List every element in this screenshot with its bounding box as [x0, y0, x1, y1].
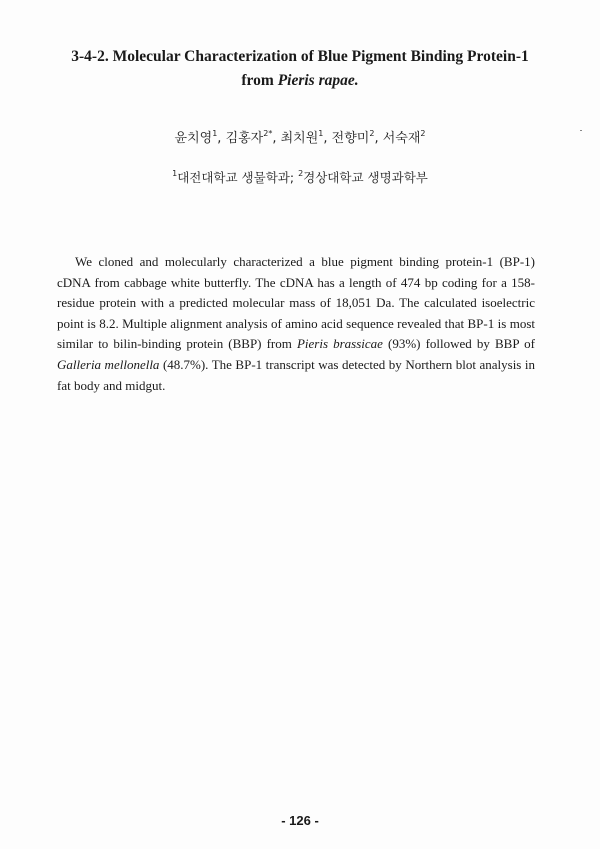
author: 전향미$^2$: [331, 128, 375, 146]
paper-title: 3-4-2. Molecular Characterization of Blue Pigment Binding Protein-1: [71, 48, 529, 65]
author: 윤치영$^1$: [174, 128, 218, 146]
author-list: 윤치영$^1$, 김홍자$^{2*}$, 최치원$^1$, 전향미$^2$, 서숙재$^2$: [174, 128, 426, 146]
title-prefix: from: [241, 72, 278, 89]
author: 김홍자$^{2*}$: [225, 128, 273, 146]
species-name: Galleria mellonella: [57, 356, 160, 372]
affiliation: $^1$대전대학교 생물학과;: [172, 168, 295, 185]
paper-title-line2: [60, 69, 540, 93]
affiliations: [60, 169, 540, 187]
page-number: - 126 -: [281, 813, 319, 828]
affiliation: $^2$경상대학교 생명과학부: [298, 168, 428, 185]
scan-speck: [580, 130, 582, 131]
abstract-paragraph: We cloned and molecularly characterized a blue pigment binding protein-1 (BP-1) cDNA from cabbage white butterfly. The cDNA has a length of 474 bp coding for a 158-residue protein with a predicted molecular mass of 18,051 Da. The calculated isoelectric point is 8.2. Multiple alignment analysis of amino acid sequence revealed that BP-1 is most similar to bilin-binding protein (BBP) from Pieris brassicae (93%) followed by BBP of Galleria mellonella (48.7%). The BP-1 transcript was detected by Northern blot analysis in fat body and midgut.: [57, 254, 535, 393]
author: 서숙재$^2$: [382, 128, 426, 146]
author: 최치원$^1$: [280, 128, 324, 146]
species-name: Pieris brassicae: [296, 336, 383, 352]
title-species: Pieris rapae.: [277, 72, 359, 89]
